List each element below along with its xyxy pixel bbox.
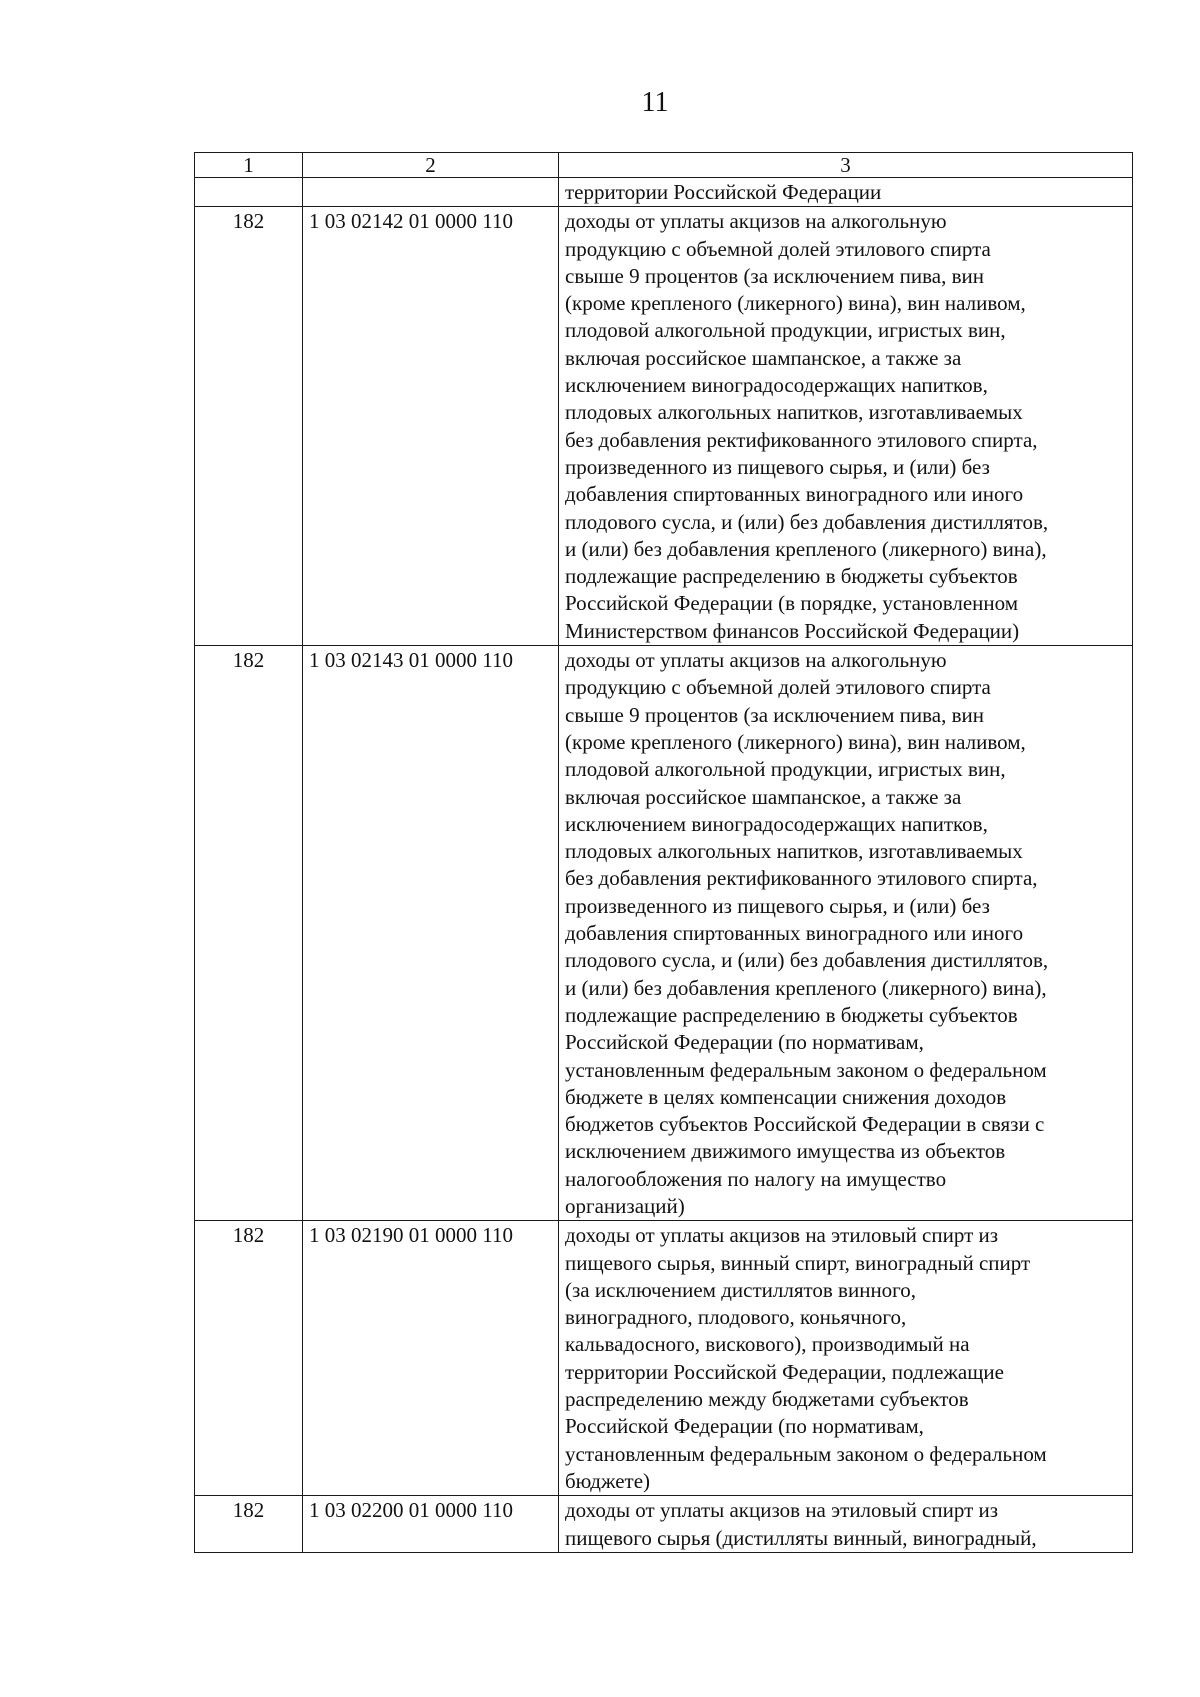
table-header-row bbox=[195, 153, 1133, 178]
continuation-row bbox=[195, 178, 1133, 207]
table-row bbox=[195, 207, 1133, 646]
description-cell: доходы от уплаты акцизов на алкогольную продукцию с объемной долей этилового спирта свыше 9 процентов (за исключением пива, вин (кроме крепленого (ликерного) вина), вин наливом, плодовой алкогольной продукции, игристых вин, включая российское шампанское, а также за исключением виноградосодержащих напитков, плодовых алкогольных напитков, изготавливаемых без добавления ректификованного этилового спирта, произведенного из пищевого сырья, и (или) без добавления спиртованных виноградного или иного плодового сусла, и (или) без добавления дистиллятов, и (или) без добавления крепленого (ликерного) вина), подлежащие распределению в бюджеты субъектов Российской Федерации (в порядке, установленном Министерством финансов Российской Федерации) bbox=[559, 207, 1133, 646]
table-row bbox=[195, 1496, 1133, 1553]
admin-code-cell bbox=[195, 178, 303, 207]
revenue-codes-table bbox=[194, 152, 1133, 1553]
column-number-3: 3 bbox=[559, 153, 1133, 178]
column-number-2: 2 bbox=[303, 153, 559, 178]
kbk-cell bbox=[303, 178, 559, 207]
column-number-1: 1 bbox=[195, 153, 303, 178]
table-row bbox=[195, 1221, 1133, 1496]
admin-code-cell: 182 bbox=[195, 646, 303, 1221]
description-cell: доходы от уплаты акцизов на этиловый спирт из пищевого сырья, винный спирт, виноградный спирт (за исключением дистиллятов винного, виноградного, плодового, коньячного, кальвадосного, вискового), производимый на территории Российской Федерации, подлежащие распределению между бюджетами субъектов Российской Федерации (по нормативам, установленным федеральным законом о федеральном бюджете) bbox=[559, 1221, 1133, 1496]
admin-code-cell: 182 bbox=[195, 1496, 303, 1553]
admin-code-cell: 182 bbox=[195, 1221, 303, 1496]
kbk-cell: 1 03 02190 01 0000 110 bbox=[303, 1221, 559, 1496]
description-cell: доходы от уплаты акцизов на алкогольную продукцию с объемной долей этилового спирта свыше 9 процентов (за исключением пива, вин (кроме крепленого (ликерного) вина), вин наливом, плодовой алкогольной продукции, игристых вин, включая российское шампанское, а также за исключением виноградосодержащих напитков, плодовых алкогольных напитков, изготавливаемых без добавления ректификованного этилового спирта, произведенного из пищевого сырья, и (или) без добавления спиртованных виноградного или иного плодового сусла, и (или) без добавления дистиллятов, и (или) без добавления крепленого (ликерного) вина), подлежащие распределению в бюджеты субъектов Российской Федерации (по нормативам, установленным федеральным законом о федеральном бюджете в целях компенсации снижения доходов бюджетов субъектов Российской Федерации в связи с исключением движимого имущества из объектов налогообложения по налогу на имущество организаций) bbox=[559, 646, 1133, 1221]
description-cell: доходы от уплаты акцизов на этиловый спирт из пищевого сырья (дистилляты винный, виноградный, bbox=[559, 1496, 1133, 1553]
admin-code-cell: 182 bbox=[195, 207, 303, 646]
kbk-cell: 1 03 02142 01 0000 110 bbox=[303, 207, 559, 646]
page-number: 11 bbox=[641, 87, 669, 118]
kbk-cell: 1 03 02200 01 0000 110 bbox=[303, 1496, 559, 1553]
description-cell: территории Российской Федерации bbox=[559, 178, 1133, 207]
table-row bbox=[195, 646, 1133, 1221]
kbk-cell: 1 03 02143 01 0000 110 bbox=[303, 646, 559, 1221]
